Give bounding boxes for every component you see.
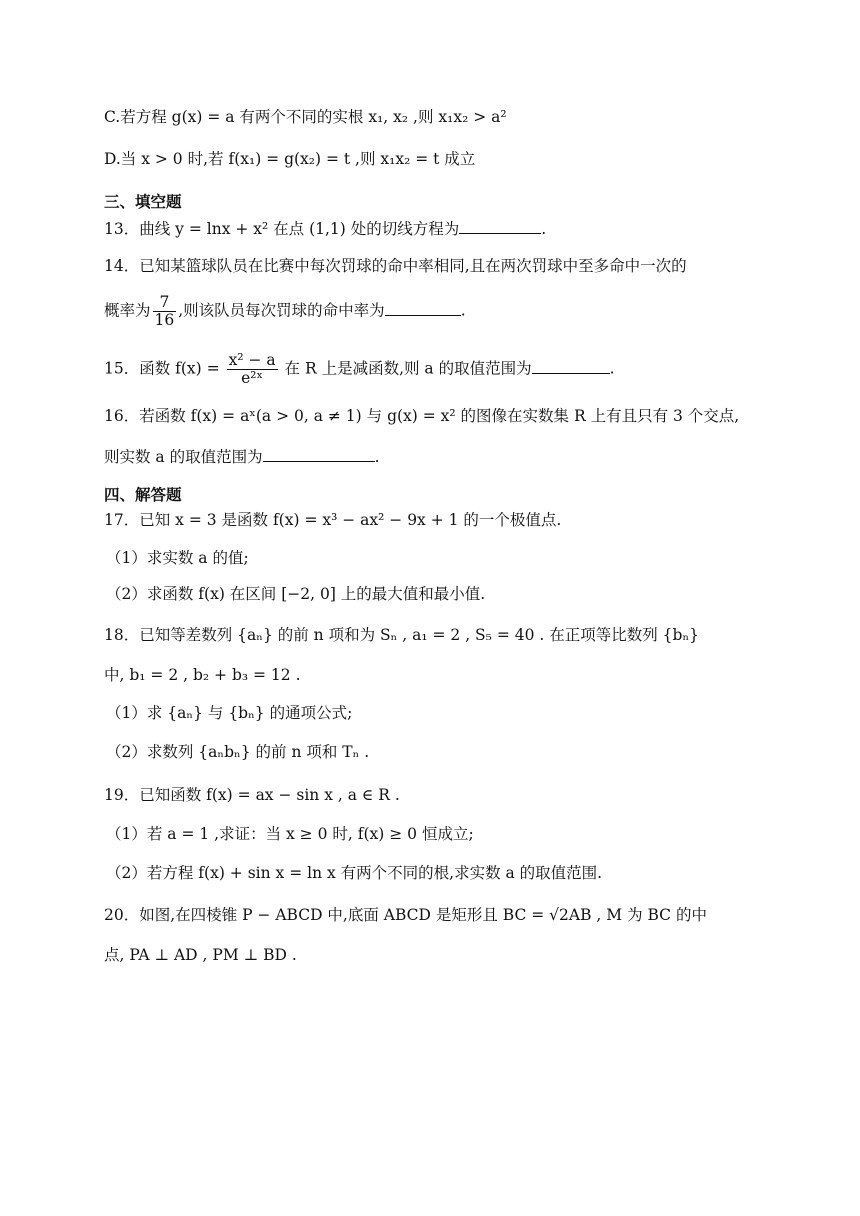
section-heading-fill-blank: 三、填空题: [104, 193, 182, 211]
option-d: D.当 x > 0 时,若 f(x₁) = g(x₂) = t ,则 x₁x₂ = t 成立: [104, 150, 476, 168]
q14-period: .: [460, 301, 466, 320]
fraction-denominator: 16: [154, 311, 175, 329]
question-18-line2: 中, b₁ = 2 , b₂ + b₃ = 12 .: [104, 666, 301, 684]
option-c: C.若方程 g(x) = a 有两个不同的实根 x₁, x₂ ,则 x₁x₂ > a²: [104, 108, 507, 126]
q14-text-a: 概率为: [104, 301, 151, 320]
q14-text-b: ,则该队员每次罚球的命中率为: [178, 301, 385, 320]
q16-text: 则实数 a 的取值范围为: [104, 448, 263, 466]
question-18-line1: 18．已知等差数列 {aₙ} 的前 n 项和为 Sₙ , a₁ = 2 , S₅ = 40 . 在正项等比数列 {bₙ}: [104, 626, 700, 644]
question-17-part2: （2）求函数 f(x) 在区间 [−2, 0] 上的最大值和最小值.: [106, 585, 486, 603]
question-14-line2: [104, 294, 466, 329]
question-19: 19．已知函数 f(x) = ax − sin x , a ∈ R .: [104, 786, 400, 804]
question-13: [104, 218, 546, 240]
question-20-line2: 点, PA ⊥ AD , PM ⊥ BD .: [104, 946, 297, 964]
section-heading-solve: 四、解答题: [104, 486, 182, 504]
question-14-line1: 14．已知某篮球队员在比赛中每次罚球的命中率相同,且在两次罚球中至多命中一次的: [104, 257, 687, 275]
q13-text: 13．曲线 y = lnx + x² 在点 (1,1) 处的切线方程为: [104, 220, 460, 238]
q15-period: .: [609, 359, 615, 378]
question-17-part1: （1）求实数 a 的值;: [106, 549, 249, 567]
answer-blank: [263, 447, 375, 462]
fraction-expression: [227, 352, 278, 387]
answer-blank: [532, 359, 610, 374]
question-15: [104, 352, 615, 387]
question-19-part2: （2）若方程 f(x) + sin x = ln x 有两个不同的根,求实数 a 的取值范围.: [106, 864, 603, 882]
fraction-7-16: [153, 294, 177, 329]
answer-blank: [385, 301, 461, 316]
question-16-line1: 16．若函数 f(x) = aˣ(a > 0, a ≠ 1) 与 g(x) = x² 的图像在实数集 R 上有且只有 3 个交点,: [104, 407, 740, 425]
answer-blank: [459, 219, 541, 234]
fraction-numerator: 7: [153, 294, 177, 312]
question-16-line2: [104, 446, 380, 468]
question-18-part1: （1）求 {aₙ} 与 {bₙ} 的通项公式;: [106, 704, 353, 722]
q13-period: .: [541, 220, 547, 238]
q15-text-a: 15．函数 f(x) =: [104, 359, 225, 378]
fraction-denominator: e²ˣ: [241, 369, 264, 387]
q15-text-b: 在 R 上是减函数,则 a 的取值范围为: [279, 359, 532, 378]
question-20-line1: 20．如图,在四棱锥 P − ABCD 中,底面 ABCD 是矩形且 BC = √2AB , M 为 BC 的中: [104, 906, 707, 924]
fraction-numerator: x² − a: [228, 351, 276, 369]
question-17: 17．已知 x = 3 是函数 f(x) = x³ − ax² − 9x + 1 的一个极值点.: [104, 511, 562, 529]
q16-period: .: [374, 448, 380, 466]
question-18-part2: （2）求数列 {aₙbₙ} 的前 n 项和 Tₙ .: [106, 743, 370, 761]
question-19-part1: （1）若 a = 1 ,求证：当 x ≥ 0 时, f(x) ≥ 0 恒成立;: [106, 825, 474, 843]
